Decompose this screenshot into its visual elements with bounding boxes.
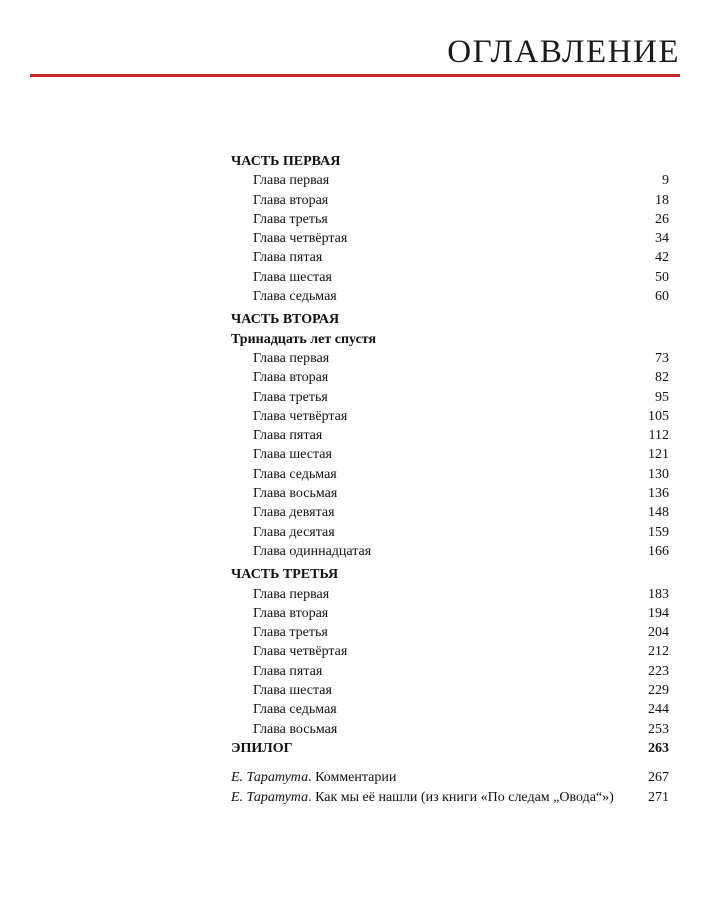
page-number: 267 [648,770,669,786]
page-number: 26 [655,211,669,227]
page-number: 50 [655,269,669,285]
page-number: 60 [655,289,669,305]
appendix-work: . Как мы её нашли (из книги «По следам „Овода“») [308,789,614,805]
page-number: 136 [648,486,669,502]
part-heading[interactable] [231,310,669,329]
part-title: ЧАСТЬ ТРЕТЬЯ [231,567,339,583]
toc-entry[interactable] [231,623,669,642]
page-title: ОГЛАВЛЕНИЕ [447,34,680,70]
toc-entry[interactable] [231,604,669,623]
toc-entry[interactable] [231,229,669,248]
chapter-title: Глава четвёртая [253,644,348,660]
toc-part [231,152,669,306]
toc-entry[interactable] [231,287,669,306]
page-number: 34 [655,231,669,247]
page-number: 263 [648,740,669,756]
page-number: 9 [662,173,669,189]
toc-entry[interactable] [231,700,669,719]
toc-part [231,310,669,561]
toc-entry-appendix[interactable] [231,788,669,807]
toc-appendix [231,768,669,807]
toc-entry[interactable] [231,171,669,190]
page-number: 271 [648,789,669,805]
page-number: 42 [655,250,669,266]
toc-entry[interactable] [231,662,669,681]
appendix-title [231,788,614,807]
page-number: 223 [648,663,669,679]
page-number: 194 [648,605,669,621]
toc-entry[interactable] [231,368,669,387]
chapter-title: Глава шестая [253,269,332,285]
page-number: 95 [655,389,669,405]
toc-entry[interactable] [231,523,669,542]
chapter-title: Глава пятая [253,428,323,444]
toc-entry[interactable] [231,445,669,464]
page-number: 121 [648,447,669,463]
page-number: 112 [648,428,669,444]
toc-entry[interactable] [231,426,669,445]
toc-entry[interactable] [231,407,669,426]
toc-entry[interactable] [231,191,669,210]
chapter-title: Глава восьмая [253,721,338,737]
chapter-title: Глава десятая [253,524,335,540]
part-title: ЧАСТЬ ВТОРАЯ [231,312,340,328]
chapter-title: Глава вторая [253,605,329,621]
page-number: 148 [648,505,669,521]
toc-entry[interactable] [231,642,669,661]
page-number: 183 [648,586,669,602]
appendix-title [231,768,396,787]
toc-entry[interactable] [231,720,669,739]
chapter-title: Глава шестая [253,683,332,699]
toc-entry[interactable] [231,465,669,484]
toc-entry[interactable] [231,268,669,287]
chapter-title: Глава третья [253,211,328,227]
page-number: 253 [648,721,669,737]
page-number: 18 [655,192,669,208]
toc-entry[interactable] [231,248,669,267]
table-of-contents [231,152,669,807]
chapter-title: Глава вторая [253,192,329,208]
chapter-title: Глава третья [253,389,328,405]
toc-entry[interactable] [231,585,669,604]
chapter-title: Глава девятая [253,505,335,521]
chapter-title: Глава седьмая [253,289,337,305]
toc-entry[interactable] [231,210,669,229]
toc-part [231,565,669,739]
appendix-author: Е. Таратута [231,789,309,805]
epilogue-title: ЭПИЛОГ [231,740,293,756]
toc-entry-appendix[interactable] [231,768,669,787]
appendix-work: . Комментарии [308,770,397,786]
part-heading[interactable] [231,152,669,171]
chapter-title: Глава одиннадцатая [253,543,372,559]
toc-entry[interactable] [231,388,669,407]
toc-entry[interactable] [231,503,669,522]
chapter-title: Глава шестая [253,447,332,463]
part-title: ЧАСТЬ ПЕРВАЯ [231,154,341,169]
toc-entry[interactable] [231,484,669,503]
toc-entry[interactable] [231,681,669,700]
page-number: 229 [648,683,669,699]
chapter-title: Глава седьмая [253,702,337,718]
chapter-title: Глава восьмая [253,486,338,502]
toc-entry[interactable] [231,349,669,368]
chapter-title: Глава первая [253,586,330,602]
chapter-title: Глава первая [253,350,330,366]
toc-entry-epilogue[interactable] [231,739,669,758]
page-number: 204 [648,625,669,641]
chapter-title: Глава вторая [253,370,329,386]
part-subtitle-text: Тринадцать лет спустя [231,331,377,347]
title-rule [30,74,680,77]
chapter-title: Глава четвёртая [253,231,348,247]
page-number: 159 [648,524,669,540]
part-heading[interactable] [231,565,669,584]
chapter-title: Глава седьмая [253,466,337,482]
page-number: 82 [655,370,669,386]
chapter-title: Глава первая [253,173,330,189]
page-number: 212 [648,644,669,660]
chapter-title: Глава пятая [253,250,323,266]
page-number: 244 [648,702,669,718]
page-number: 105 [648,408,669,424]
toc-entry[interactable] [231,542,669,561]
page-number: 73 [655,350,669,366]
chapter-title: Глава четвёртая [253,408,348,424]
appendix-author: Е. Таратута [231,770,309,786]
chapter-title: Глава третья [253,625,328,641]
chapter-title: Глава пятая [253,663,323,679]
page-number: 130 [648,466,669,482]
part-subtitle[interactable] [231,330,669,349]
page-number: 166 [648,543,669,559]
